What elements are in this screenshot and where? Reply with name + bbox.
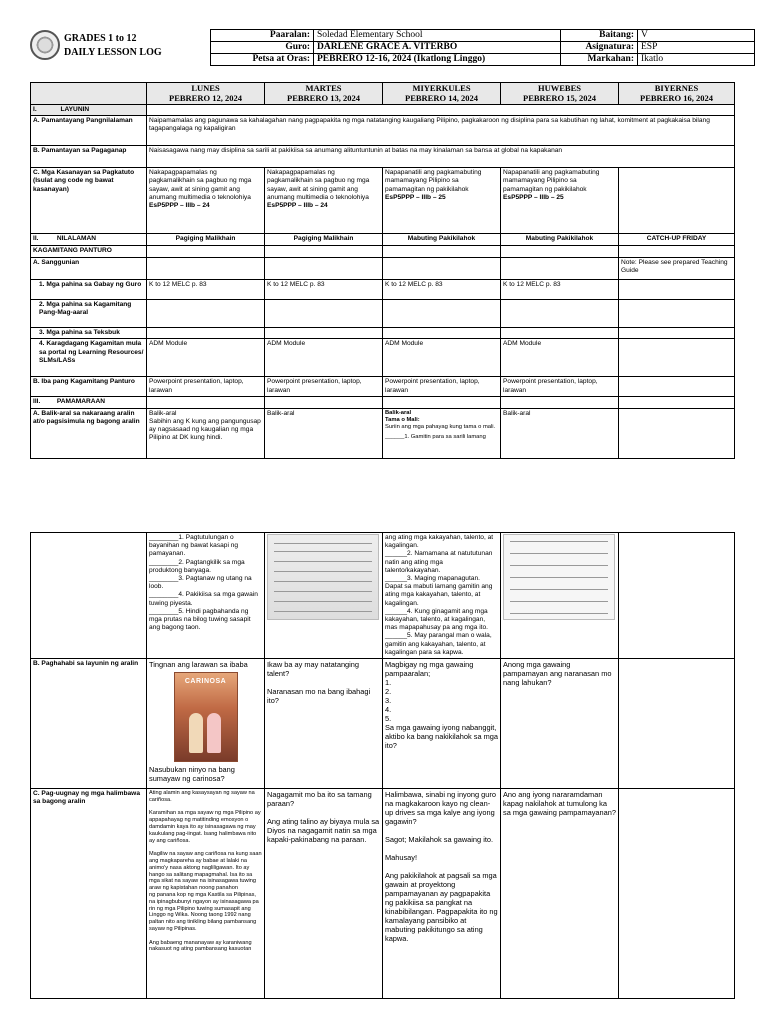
day-header-thu: HUWEBES PEBRERO 15, 2024 (501, 83, 619, 105)
iba-wed: Powerpoint presentation, laptop, larawan (383, 377, 501, 397)
pag-uugnay-thu: Ano ang iyong nararamdaman kapag nakilahok at tumulong ka sa mga gawaing pampamayanan? (501, 789, 619, 999)
kasanayan-mon: Nakapagpapamalas ng pagkamalikhain sa pagbuo ng mga sayaw, awit at sining gamit ang anumang multimedia o teknolohiya EsP5PPP – IIIb – 24 (147, 168, 265, 234)
kasanayan-fri (619, 168, 735, 234)
day-header-mon: LUNES PEBRERO 12, 2024 (147, 83, 265, 105)
pamantayang-pangnilalaman-text: Naipamamalas ang pagunawa sa kahalagahan nang pagpapakita ng mga natatanging kaugaliang Pilipino, pagkakaroon ng disiplina para sa kabutihan ng lahat, komitment at pagkakaisa bilang tagapangalaga ng kapaligiran (147, 116, 735, 146)
page-gap (0, 500, 768, 524)
paghahabi-wed: Magbigay ng mga gawaing pampaaralan; 1. 2. 3. 4. 5. Sa mga gawaing iyong nabanggit, aktibo ka bang nakikilahok sa mga ito? (383, 659, 501, 789)
paghahabi-tue: Ikaw ba ay may natatanging talent? Naranasan mo na bang ibahagi ito? (265, 659, 383, 789)
worksheet-thumbnail-icon (267, 534, 379, 620)
paaralan-value: Soledad Elementary School (314, 30, 561, 42)
section-pamamaraan: III. PAMAMARAAN (31, 397, 147, 408)
info-table (210, 29, 755, 66)
karagdagan-tue: ADM Module (265, 339, 383, 377)
iba-mon: Powerpoint presentation, laptop, larawan (147, 377, 265, 397)
gabay-tue: K to 12 MELC p. 83 (265, 280, 383, 300)
row-label-teksbuk: 3. Mga pahina sa Teksbuk (31, 328, 147, 339)
page-2 (0, 524, 768, 1024)
friday-note: Note: Please see prepared Teaching Guide (619, 258, 735, 280)
guro-label: Guro: (211, 42, 314, 54)
gabay-thu: K to 12 MELC p. 83 (501, 280, 619, 300)
row-label-iba-pang-kagamitan: B. Iba pang Kagamitang Panturo (31, 377, 147, 397)
balik-aral-items-mon: ________1. Pagtutulungan o bayanihan ng bawat kasapi ng pamayanan. ________2. Pagtangkilik sa mga produktong banyaga. ________3. Pagtanaw ng utang na loob. ________4. Pakikiisa sa mga gawain tuwing piyesta. ________5. Hindi pagbahanda ng mga prutas na bilog tuwing sasapit ang bagong taon. (147, 533, 265, 659)
day-header-tue: MARTES PEBRERO 13, 2024 (265, 83, 383, 105)
pag-uugnay-mon: Ating alamin ang kasaysayan ng sayaw na cariñosa. Karamihan sa mga sayaw ng mga Pilipino ay appapahayag ng matitinding emosyon o damdamin kaya ito ay isinasagawa ng may kaukulang pag-iingat. Isang halimbawa nito ay ang cariñosa. Magiliw na sayaw ang cariñosa na kung saan ang magkapareha ay babae at lalaki na animo'y nasa aktong nagliligawan. Ito ay hango sa salitang mapagmahal. Isa ito sa mga sikat na sayaw na isinasagawa tuwing araw ng kapistahan noong panahon ng panana kop ng mga Kastila sa Pilipinas, na ipinagbubunyi ngayon ay isinasagawa pa rin ng mga Pilipino tuwing sumasapit ang Linggo ng Wika. Noong taong 1992 nang paltan nito ang tinikling bilang pambansang sayaw ng Pilipinas. Ang babaeng mananayaw ay karaniwang nakasuot ng ating pambansang kasuotan (147, 789, 265, 999)
pag-uugnay-wed: Halimbawa, sinabi ng inyong guro na magkakaroon kayo ng clean-up drives sa mga kalye ang iyong gagawin? Sagot; Makilahok sa gawaing ito. Mahusay! Ang pakikilahok at pagsali sa mga gawain at proyektong pampamayanan ay pagpapakita ng pakikiisa sa pangkat na kinabibilangan. Pagpapakita ito ng kamalayang pansibiko at mabuting pakikitungo sa ating kapwa. (383, 789, 501, 999)
iba-tue: Powerpoint presentation, laptop, larawan (265, 377, 383, 397)
petsa-label: Petsa at Oras: (211, 54, 314, 66)
section-nilalaman: II. NILALAMAN (31, 234, 147, 246)
nilalaman-wed: Mabuting Pakikilahok (383, 234, 501, 246)
lesson-table-continued (30, 532, 735, 999)
nilalaman-thu: Mabuting Pakikilahok (501, 234, 619, 246)
row-label-gabay-guro: 1. Mga pahina sa Gabay ng Guro (31, 280, 147, 300)
pamantayan-pagaganap-text: Naisasagawa nang may disiplina sa sarili at pakikiisa sa anumang alituntuntunin at batas na may kinalaman sa bansa at global na kapakanan (147, 146, 735, 168)
worksheet-thumbnail-icon (503, 534, 615, 620)
balik-aral-wed: Balik-aral Tama o Mali: Suriin ang mga pahayag kung tama o mali. ______1. Gamitin para sa sarili lamang (383, 408, 501, 458)
gabay-wed: K to 12 MELC p. 83 (383, 280, 501, 300)
lesson-table (30, 82, 735, 459)
title-daily-lesson-log: DAILY LESSON LOG (64, 47, 162, 58)
worksheet-image-thu (501, 533, 619, 659)
row-label-pamantayan-pagaganap: B. Pamantayan sa Pagaganap (31, 146, 147, 168)
day-header-wed: MIYERKULES PEBRERO 14, 2024 (383, 83, 501, 105)
paaralan-label: Paaralan: (211, 30, 314, 42)
nilalaman-fri: CATCH-UP FRIDAY (619, 234, 735, 246)
balik-aral-mon: Balik-aral Sabihin ang K kung ang pangungusap ay nagsasaad ng kaugalian ng mga Pilipino at DK kung hindi. (147, 408, 265, 458)
guro-value: DARLENE GRACE A. VITERBO (314, 42, 561, 54)
balik-aral-thu: Balik-aral (501, 408, 619, 458)
row-label-balik-aral: A. Balik-aral sa nakaraang aralin at/o pagsisimula ng bagong aralin (31, 408, 147, 458)
asignatura-label: Asignatura: (561, 42, 638, 54)
section-kagamitang-panturo: KAGAMITANG PANTURO (31, 246, 147, 258)
kasanayan-tue: Nakapagpapamalas ng pagkamalikhain sa pagbuo ng mga sayaw, awit at sining gamit ang anumang multimedia o teknolohiya EsP5PPP – IIIb – 24 (265, 168, 383, 234)
title-grades: GRADES 1 to 12 (64, 33, 137, 44)
balik-aral-items-wed: ang ating mga kakayahan, talento, at kagalingan. ______2. Namamana at natututunan natin ang ating mga talento/kakayahan. ______3. Maging mapanagutan. Dapat sa mabuti lamang gamitin ang ating mga kakayahan, talento, at kagalingan. ______4. Kung ginagamit ang mga kakayahan, talento, at kagalingan, mas mapapahusay pa ang mga ito. ______5. May parangal man o wala, gamitin ang kakayahan, talento, at kagalingan para sa kapwa. (383, 533, 501, 659)
paghahabi-thu: Anong mga gawaing pampamayan ang naranasan mo nang lahukan? (501, 659, 619, 789)
row-label-karagdagang-kagamitan: 4. Karagdagang Kagamitan mula sa portal ng Learning Resources/ SLMs/LASs (31, 339, 147, 377)
nilalaman-mon: Pagiging Malikhain (147, 234, 265, 246)
row-label-kagamitang-pang-mag-aaral: 2. Mga pahina sa Kagamitang Pang-Mag-aaral (31, 300, 147, 328)
kasanayan-wed: Napapanatili ang pagkamabuting mamamayang Pilipino sa pamamagitan ng pakikilahok EsP5PPP – IIIb – 25 (383, 168, 501, 234)
layunin-blank (147, 105, 735, 116)
asignatura-value: ESP (638, 42, 755, 54)
page-1 (0, 0, 768, 500)
karagdagan-mon: ADM Module (147, 339, 265, 377)
karagdagan-thu: ADM Module (501, 339, 619, 377)
iba-thu: Powerpoint presentation, laptop, larawan (501, 377, 619, 397)
row-label-pamantayang-pangnilalaman: A. Pamantayang Pangnilalaman (31, 116, 147, 146)
day-header-fri: BIYERNES PEBRERO 16, 2024 (619, 83, 735, 105)
gabay-mon: K to 12 MELC p. 83 (147, 280, 265, 300)
row-label-pag-uugnay: C. Pag-uugnay ng mga halimbawa sa bagong aralin (31, 789, 147, 999)
worksheet-image-tue (265, 533, 383, 659)
carinosa-poster-image: CARINOSA (174, 672, 238, 762)
pag-uugnay-tue: Nagagamit mo ba ito sa tamang paraan? Ang ating talino ay biyaya mula sa Diyos na nagagamit natin sa mga kapaki-pakinabang na paraan. (265, 789, 383, 999)
row-label-kasanayan: C. Mga Kasanayan sa Pagkatuto (Isulat ang code ng bawat kasanayan) (31, 168, 147, 234)
petsa-value: PEBRERO 12-16, 2024 (Ikatlong Linggo) (314, 54, 561, 66)
log-title (64, 32, 162, 60)
baitang-label: Baitang: (561, 30, 638, 42)
paghahabi-mon: Tingnan ang larawan sa ibaba CARINOSA Nasubukan ninyo na bang sumayaw ng carinosa? (147, 659, 265, 789)
row-label-sanggunian: A. Sanggunian (31, 258, 147, 280)
markahan-label: Markahan: (561, 54, 638, 66)
baitang-value: V (638, 30, 755, 42)
karagdagan-wed: ADM Module (383, 339, 501, 377)
markahan-value: Ikatlo (638, 54, 755, 66)
deped-seal-icon (30, 30, 60, 60)
kasanayan-thu: Napapanatili ang pagkamabuting mamamayang Pilipino sa pamamagitan ng pakikilahok EsP5PPP – IIIb – 25 (501, 168, 619, 234)
corner-cell (31, 83, 147, 105)
balik-aral-tue: Balik-aral (265, 408, 383, 458)
row-label-paghahabi: B. Paghahabi sa layunin ng aralin (31, 659, 147, 789)
section-layunin: I. LAYUNIN (31, 105, 147, 116)
nilalaman-tue: Pagiging Malikhain (265, 234, 383, 246)
